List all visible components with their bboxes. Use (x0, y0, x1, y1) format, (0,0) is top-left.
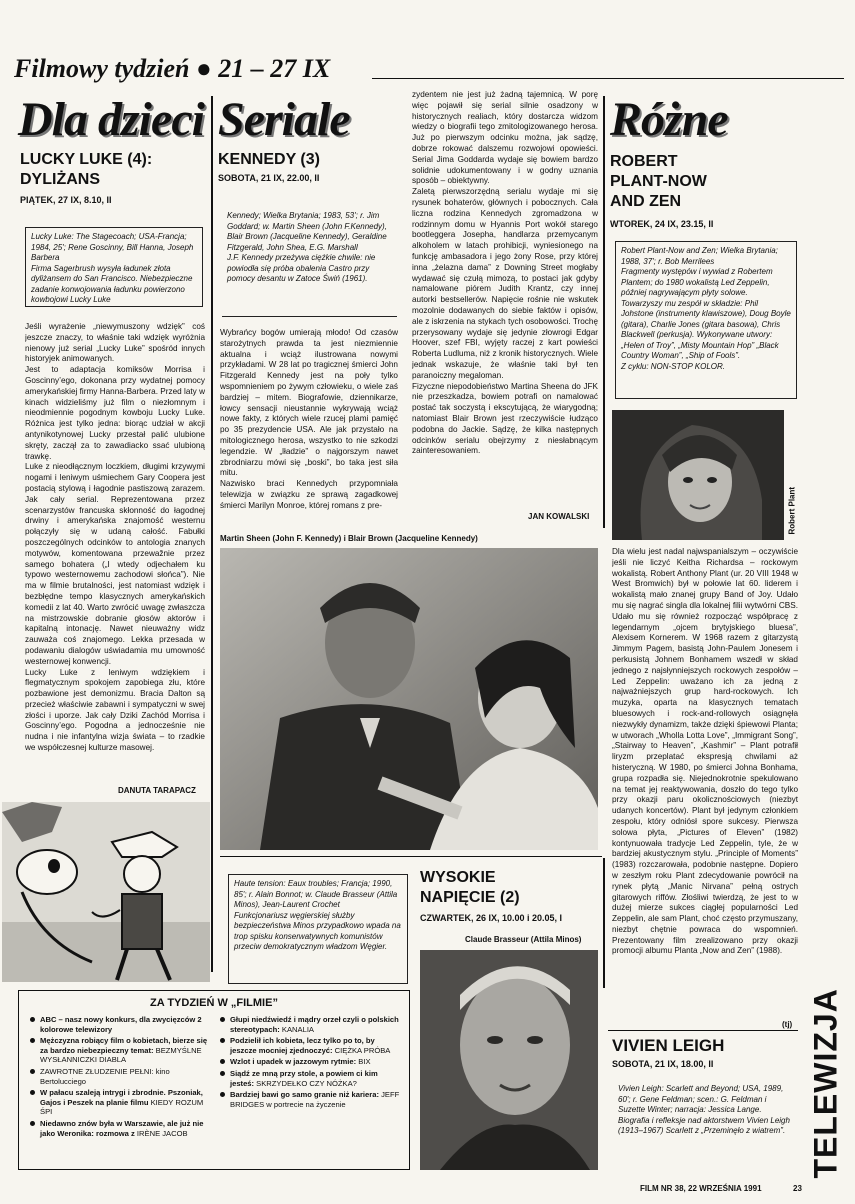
section-title-various: Różne (610, 93, 728, 146)
section-title-series: Seriale (218, 93, 350, 146)
kids-signature: DANUTA TARAPACZ (118, 786, 196, 795)
header-title: Filmowy tydzień ● 21 – 27 IX (14, 54, 331, 83)
next-week-item: ABC – nasz nowy konkurs, dla zwycięzców 2 kolorowe telewizory (29, 1015, 209, 1034)
series-slot: SOBOTA, 21 IX, 22.00, II (218, 173, 320, 183)
footer-page-number: 23 (793, 1184, 802, 1193)
robert-plant-photo-credit: Robert Plant (787, 486, 797, 535)
series-body-right: zydentem nie jest już żadną tajemnicą. W porę więc pojawił się serial silnie osadzony w historycznych realiach, który dostarcza widzom wiedzy o biografii tego zmitologizowanego herosa. Już po pierwszym odcinku można, jak sądzę, dobrze rokować dalszemu rozwojowi opowieści. Serial Jima Goddarda wydaje się bowiem bardzo solidnie udokumentowany i w godny uznania sposób – obiektywny. Zaletą pierwszorzędną serialu wydaje mi się rysunek bohaterów, głównych i pobocznych. Cała liczna rodzina Kennedych zgromadzona w rodzinnym domu w Hyannis Port wokół starego bootleggera Josepha, handlarza przemycanym alkoholem w latach prohibicji, wyniesionego na funkcję ambasadora i jego żony Rose, przy której inna „żelazna dama” z Downing Street mogłaby wydawać się czułą mimozą, to postaci jak gdyby namalowane piórem Judith Krantz, czy innej autorki bestsellerów. Napięcie rośnie nie wskutek mozolnie dodawanych do siebie faktów i opisów, ale z iskrzenia na stykach tych osobowości. Trochę przerysowany wydaje się jedynie złowrogi Edgar Hoover, szef FBI, wyjęty raczej z kart powieści Roberta Ludluma, niż z kronik historycznych. Wiele jednak wskazuje, że właśnie taki był ten paranoiczny megaloman. Fizyczne niepodobieństwo Martina Sheena do JFK nie przeszkadza, bowiem potrafi on namalować postać tak soczystą i ekscytującą, że wiarygodną; natomiast Blair Brown jest rzeczywiście łudząco podobna do Jackie. Sądzę, że kilka następnych odcinków serialu obejrzymy z niesłabnącym zainteresowaniem. (412, 90, 598, 456)
next-week-item: Niedawno znów była w Warszawie, ale już nie jako Weronika: rozmowa z IRÈNE JACOB (29, 1119, 209, 1138)
next-week-item: Głupi niedźwiedź i mądry orzeł czyli o polskich stereotypach: KANALIA (219, 1015, 401, 1034)
next-week-item: Bardziej bawi go samo granie niż kariera: JEFF BRIDGES w portrecie na życzenie (219, 1090, 401, 1109)
footer-issue: FILM NR 38, 22 WRZEŚNIA 1991 (640, 1184, 762, 1193)
kennedy-photo (220, 548, 598, 850)
kids-article-body: Jeśli wyrażenie „niewymuszony wdzięk” coś jeszcze znaczy, to właśnie taki wdzięk wyróżnia nienowy już serial „Lucky Luke” spośród innych historyjek animowanych. Jest to adaptacja komiksów Morrisa i Goscinny’ego, dokonana przy wydatnej pomocy amerykańskiej firmy Hanna-Barbera. Przed laty w kinach widzieliśmy już film o niezłomnym i nieodmiennie pogodnym kowboju Lucky Luke. Różnica jest tylko jedna: biorąc udział w akcji antynikotynowej Lucky przestał palić ulubione skręty, zaczął za to zawadiacko ssać ulubioną trawkę. Luke z nieodłącznym loczkiem, długimi krzywymi nogami i leniwym uśmiechem Gary Coopera jest postacią stylową i łagodnie pastiszową zarazem. Jak cały serial. Reprezentowana przez scenarzystów francuska skłonność do łagodnej drwiny i amerykańska znajomość westernu połączyły się w udaną całość. Fabułki poszczególnych odcinków to antologia znanych motywów, komentowana przewažnie przez samego bohatera („I wtedy odjechałem ku typowo westernowemu zachodowi słońca”). Nie ma w filmie brutalności, jest natomiast wdzięk i bezbłędne tempo klasycznych amerykańskich komedii z lat 40. Warto zwrócić uwagę zwłaszcza na mistrzowskie dobranie głosów aktorów i kapitalną intonację. Nawet nieuważny widz zauważa coś znajomego. Lekka przesada w podawaniu dialogów uświadamia mu umowność westernowej konwencji. Lucky Luke z leniwym wdziękiem i flegmatycznym spokojem zapobiega złu, które pozbawione jest demonizmu. Bracia Dalton są przecież właściwie zabawni i sympatyczni w swej złości i uporze. Jak cały Dziki Zachód Morrisa i Goscinny’ego. Pogodna a jednocześnie nie nudna i nie infantylna wizja świata – to rzadkie we współczesnej kulturze masowej. (25, 322, 205, 753)
brasseur-photo (420, 950, 598, 1170)
next-week-item: W pałacu szaleją intrygi i zbrodnie. Pszoniak, Gajos i Peszek na planie filmu KIEDY ROZUM ŚPI (29, 1088, 209, 1117)
next-week-item: ZAWROTNE ZŁUDZENIE PEŁNI: kino Bertolucciego (29, 1067, 209, 1086)
robert-plant-photo-image (612, 410, 784, 540)
next-week-item: Mężczyzna robiący film o kobietach, bierze się za bardzo niebezpieczny temat: BEZMYŚLNE WYSŁANNICZKI DIABLA (29, 1036, 209, 1065)
various-article-body: Dla wielu jest nadal najwspanialszym – oczywiście jeśli nie liczyć Keitha Richardsa – rockowym wokalistą. Robert Anthony Plant (ur. 20 VIII 1948 w West Bromwich) był w połowie lat 60. liderem i wokalistą mało znanej grupy Band of Joy. Udało mu się nagrać singla dla lokalnej filii wytwórni CBS. Udało mu się również rozpocząć współpracę z legendarnym „ojcem brytyjskiego bluesa”, Alexisem Kornerem. W 1968 razem z gitarzystą Jimmym Pagem, basistą John-Paulem Jonesem i perkusistą Johnem Bonhamem wszedł w skład jednego z najsłynniejszych rockowych zespołów – Led Zeppelin: uważano ich za jedną z najważniejszych grup hard-rockowych. Ich muzyka, oparta na klasycznych tematach bluesowych i rock-and-rollowych osiągnęła niezwykły dynamizm, także dzięki śpiewowi Planta; w utworach „Wholla Lotta Love”, „Immigrant Song”, „Stairway to Heaven”, „Kashmir” – Plant potrafił liryzm przeplatać ekspresją chwilami aż histeryczną. W 1980, po śmierci Johna Bonhama, grupa rozpadła się. Niejednokrotnie spekulowano na temat jej reaktywowania, doszło do tego tylko przy okazji paru okolicznościowych (niezbyt udanych koncertów). Plant był jedynym członkiem zespołu, który odniósł spore sukcesy. Pierwsza solowa płyta, „Pictures of Eleven” (1982) kontynuowała tradycje Led Zeppelin, tyle, że w bardziej akustycznym stylu. „Principle of Moments” (1983) rozczarowała, podobnie następne. Dopiero w zeszłym roku Plant zdecydowanie powrócił na rynek płytą „Manic Nirvana” pełną ostrych gitarowych riffów. Złośliwi twierdzą, że jest to w dużej mierze sukces ciągłej popularności Led Zeppelin, ale sam Plant, choć często przymuszany, niezbyt chętnie powraca do wspomnień. Prezentowany film zrealizowano przy okazji promocji albumu Planta „Now and Zen” (1988). (612, 547, 798, 956)
kids-info-box: Lucky Luke: The Stagecoach; USA-Francja; 1984, 25'; Rene Goscinny, Bill Hanna, Joseph Barbera Firma Sagerbrush wysyła ładunek złota dyliżansem do San Francisco. Niebezpieczne zadanie konwojowania ładunku powierzono kowbojowi Lucky Luke (25, 227, 203, 307)
series-signature: JAN KOWALSKI (528, 512, 590, 521)
column-rule-3 (603, 858, 605, 988)
vivien-info-box: Vivien Leigh: Scarlett and Beyond; USA, 1989, 60'; r. Gene Feldman; scen.: G. Feldman i Suzette Winter; narracja: Jessica Lange. Biografia i refleksje nad aktorstwem Vivien Leigh (1913–1967) Scarlett z „Przeminęło z wiatrem”. (613, 1080, 797, 1180)
column-rule-1 (211, 96, 213, 972)
haute-slot: CZWARTEK, 26 IX, 10.00 i 20.05, I (420, 913, 563, 923)
various-info-box: Robert Plant-Now and Zen; Wielka Brytania; 1988, 37'; r. Bob Merrilees Fragmenty występów i wywiad z Robertem Plantem; do 1980 wokalistą Led Zeppelin, później nagrywającym płyty solowe. Towarzyszy mu zespół w składzie: Phil Johstone (instrumenty klawiszowe), Doug Boyle (gitara), Charlie Jones (gitara basowa), Chris Blackwell (perkusja). Wykonywane utwory: „Helen of Troy”, „Misty Mountain Hop” „Black Country Woman”, „Ship of Fools”. Z cyklu: NON-STOP KOLOR. (615, 241, 797, 399)
vivien-slot: SOBOTA, 21 IX, 18.00, II (612, 1059, 714, 1069)
next-week-left-column (29, 1015, 209, 1140)
haute-program-title: WYSOKIE NAPIĘCIE (2) (420, 869, 520, 906)
next-week-box (18, 990, 410, 1170)
kids-program-title: LUCKY LUKE (4): DYLIŻANS (20, 151, 153, 188)
next-week-item: Wzlot i upadek w jazzowym rytmie: BIX (219, 1057, 401, 1067)
kennedy-photo-image (220, 548, 598, 850)
vivien-top-rule (608, 1030, 798, 1031)
lucky-luke-illustration (2, 802, 210, 982)
next-week-title: ZA TYDZIEŃ W „FILMIE” (150, 997, 278, 1009)
series-info-box: Kennedy; Wielka Brytania; 1983, 53'; r. Jim Goddard; w. Martin Sheen (John F.Kennedy), Blair Brown (Jacqueline Kennedy), Geraldine Fitzgerald, John Shea, E.G. Marshall J.F. Kennedy przeżywa ciężkie chwile: nie powiodła się próba obalenia Castro przy pomocy desantu w Zatoce Świń (1961). (222, 207, 397, 317)
next-week-item: Siądź ze mną przy stole, a powiem ci kim jesteś: SKRZYDEŁKO CZY NÓŻKA? (219, 1069, 401, 1088)
kennedy-photo-caption: Martin Sheen (John F. Kennedy) i Blair Brown (Jacqueline Kennedy) (220, 534, 478, 543)
various-program-title: ROBERT PLANT-NOW AND ZEN (610, 153, 707, 210)
various-signature: (tj) (782, 1020, 793, 1029)
haute-info-box: Haute tension: Eaux troubles; Francja; 1990, 85'; r. Alain Bonnot; w. Claude Brasseur (Attila Minos), Jean-Laurent Crochet Funkcjonariusz węgierskiej służby bezpieczeństwa Minos przypadkowo wpada na trop spisku konserwatywnych komunistów przeciw demokratycznym władzom Węgier. (228, 874, 408, 984)
brasseur-photo-caption: Claude Brasseur (Attila Minos) (465, 935, 582, 944)
column-rule-2 (603, 96, 605, 528)
side-label-television: TELEWIZJA (806, 985, 846, 1195)
vivien-program-title: VIVIEN LEIGH (612, 1036, 725, 1055)
kids-slot: PIĄTEK, 27 IX, 8.10, II (20, 195, 112, 205)
series-program-title: KENNEDY (3) (218, 151, 320, 168)
robert-plant-photo (612, 410, 784, 540)
cartoon-drawing (2, 802, 210, 982)
section-title-kids: Dla dzieci (18, 93, 204, 146)
various-slot: WTOREK, 24 IX, 23.15, II (610, 219, 714, 229)
series-bottom-rule (220, 856, 602, 857)
next-week-right-column (219, 1015, 401, 1111)
series-body-left: Wybrańcy bogów umierają młodo! Od czasów starożytnych prawda ta jest niezmiennie aktualna i wciąż ilustrowana nowymi przykładami. W 28 lat po tragicznej śmierci John Fitzgerald Kennedy jest na poły tylko wspomnieniem po żywym człowieku, o wiele zaś bardziej – mitem. Biografowie, dziennikarze, łowcy sensacji nieustannie wykrywają wciąż nowe fakty, z których wiele rzucej plami pamięć po 35 prezydencie USA. Ale jak przystało na mitologicznego herosa, wszystko to nie szkodzi legendzie. W „lładzie” o najgorszym nawet zbrodniarzu mówi się „boski”, bo taka jest siła mitu. Nazwisko braci Kennedych przypomniała telewizja w związku ze sprawą zagadkowej śmierci Marilyn Monroe, której romans z pre- (220, 328, 398, 510)
header-rule (372, 78, 844, 79)
brasseur-photo-image (420, 950, 598, 1170)
next-week-item: Podzielił ich kobieta, lecz tylko po to, by jeszcze mocniej zjednoczyć: CIĘŻKA PRÓBA (219, 1036, 401, 1055)
